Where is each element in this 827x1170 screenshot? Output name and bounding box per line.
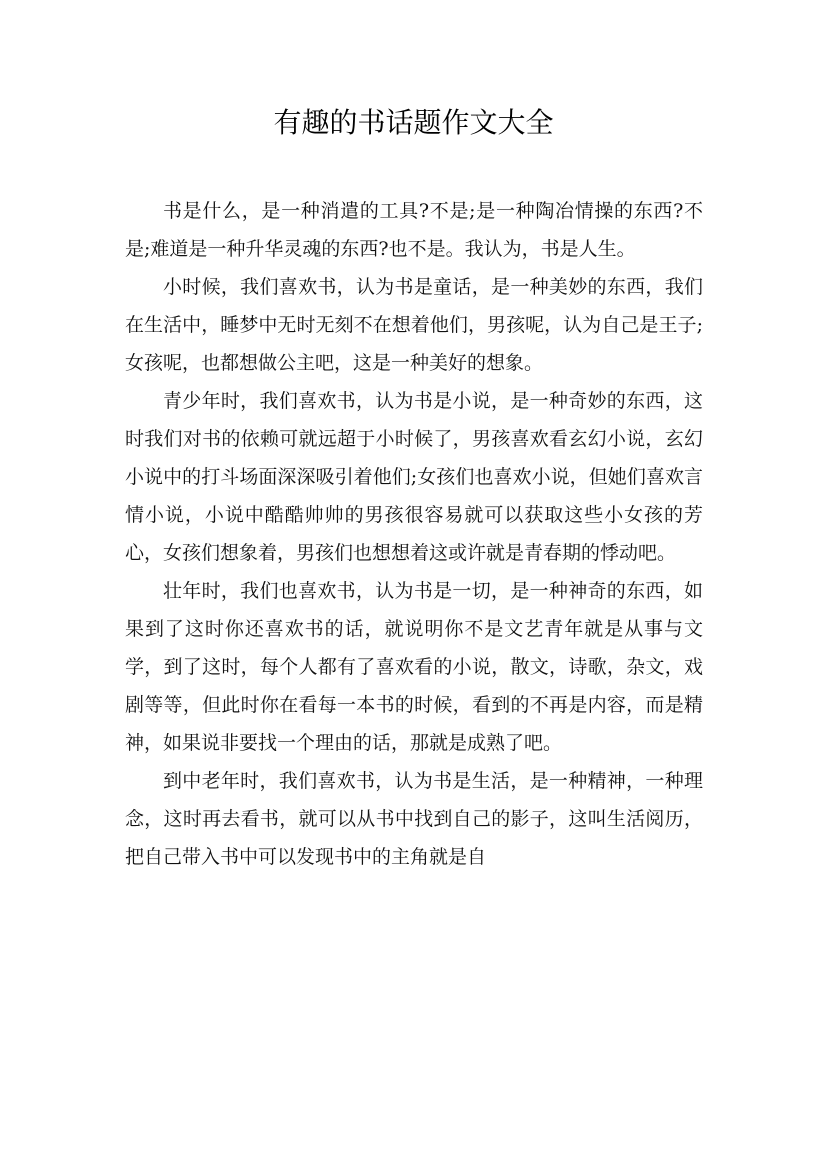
paragraph-2: 小时候，我们喜欢书，认为书是童话，是一种美妙的东西，我们在生活中，睡梦中无时无刻不在想着他们，男孩呢，认为自己是王子;女孩呢，也都想做公主吧，这是一种美好的想象。 (125, 276, 703, 374)
paragraph-3: 青少年时，我们喜欢书，认为书是小说，是一种奇妙的东西，这时我们对书的依赖可就远超于小时候了，男孩喜欢看玄幻小说，玄幻小说中的打斗场面深深吸引着他们;女孩们也喜欢小说，但她们喜欢言情小说，小说中酷酷帅帅的男孩很容易就可以获取这些小女孩的芳心，女孩们想象着，男孩们也想想着这或许就是青春期的悸动吧。 (125, 390, 703, 564)
paragraph-1: 书是什么，是一种消遣的工具?不是;是一种陶冶情操的东西?不是;难道是一种升华灵魂的东西?也不是。我认为，书是人生。 (125, 200, 703, 260)
paragraph-4: 壮年时，我们也喜欢书，认为书是一切，是一种神奇的东西，如果到了这时你还喜欢书的话，就说明你不是文艺青年就是从事与文学，到了这时，每个人都有了喜欢看的小说，散文，诗歌，杂文，戏剧等等，但此时你在看每一本书的时候，看到的不再是内容，而是精神，如果说非要找一个理由的话，那就是成熟了吧。 (125, 580, 703, 754)
document-title: 有趣的书话题作文大全 (273, 106, 554, 139)
paragraph-5: 到中老年时，我们喜欢书，认为书是生活，是一种精神，一种理念，这时再去看书，就可以从书中找到自己的影子，这叫生活阅历，把自己带入书中可以发现书中的主角就是自 (125, 770, 703, 868)
document-body (125, 192, 703, 876)
